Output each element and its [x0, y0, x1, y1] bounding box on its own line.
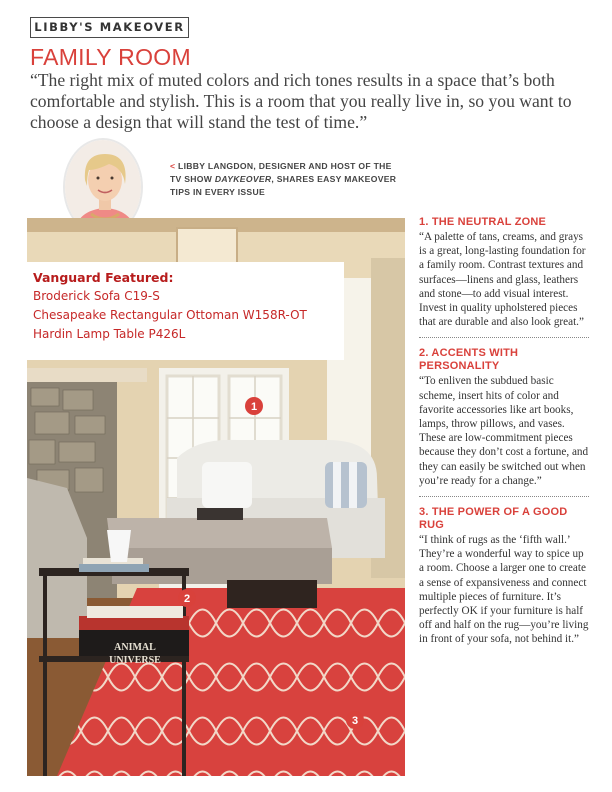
- tip-2-body: “To enliven the subdued basic scheme, insert hits of color and favorite accessories like art books, lamps, throw pillows, and vases. These are low-commitment pieces because they don’t cost a fortune, and they can easily be switched out when you’re ready for a change.”: [419, 375, 589, 487]
- tip-2: [419, 347, 589, 488]
- section-badge: LIBBY'S MAKEOVER: [30, 17, 189, 38]
- byline-arrow: <: [170, 161, 176, 171]
- tips-column: [419, 216, 589, 647]
- tip-3-body: “I think of rugs as the ‘fifth wall.’ They’re a wonderful way to spice up a room. Choose a larger one to create a sense of expansiveness and connect multiple pieces of furniture. It’s perfectly OK if your furniture is half off and half on the rug—you’re living in front of your sofa, not behind it.”: [419, 534, 589, 646]
- tip-1-body: “A palette of tans, creams, and grays is a great, long-lasting foundation for a family room. Contrast textures and surfaces—linens and glass, leathers and stone—to add visual interest. Invest in quality upholstered pieces that are durable and also look great.”: [419, 231, 586, 329]
- tip-1: [419, 216, 589, 329]
- divider: [419, 496, 589, 497]
- featured-item-lamp-table[interactable]: Hardin Lamp Table P426L: [33, 327, 186, 341]
- book-title-2: UNIVERSE: [109, 655, 161, 666]
- byline-text-1: LIBBY LANGDON, DESIGNER AND HOST OF THE TV SHOW: [170, 161, 392, 184]
- featured-item-ottoman[interactable]: Chesapeake Rectangular Ottoman W158R-OT: [33, 308, 307, 322]
- page-title: FAMILY ROOM: [30, 44, 191, 70]
- tip-1-heading: 1. THE NEUTRAL ZONE: [419, 216, 547, 228]
- intro-quote: “The right mix of muted colors and rich tones results in a space that’s both comfortable and stylish. This is a room that you really live in, so you want to choose a design that will stand the test of time.”: [30, 70, 572, 132]
- photo-marker-3: 3: [351, 715, 359, 727]
- byline-text-2: , SHARES EASY MAKEOVER TIPS IN EVERY ISSUE: [170, 174, 397, 197]
- divider: [419, 337, 589, 338]
- featured-products-box: [27, 262, 344, 360]
- featured-item-sofa[interactable]: Broderick Sofa C19-S: [33, 289, 160, 303]
- photo-marker-1: 1: [250, 401, 258, 413]
- tip-3-heading: 3. THE POWER OF A GOOD RUG: [419, 506, 568, 532]
- tip-2-heading: 2. ACCENTS WITH PERSONALITY: [419, 347, 519, 373]
- designer-byline: [170, 160, 400, 199]
- photo-marker-2: 2: [183, 593, 191, 605]
- book-title-1: ANIMAL: [114, 642, 156, 653]
- tip-3: [419, 506, 589, 647]
- byline-show-name: DAYKEOVER: [214, 174, 272, 184]
- featured-heading: Vanguard Featured:: [33, 270, 174, 285]
